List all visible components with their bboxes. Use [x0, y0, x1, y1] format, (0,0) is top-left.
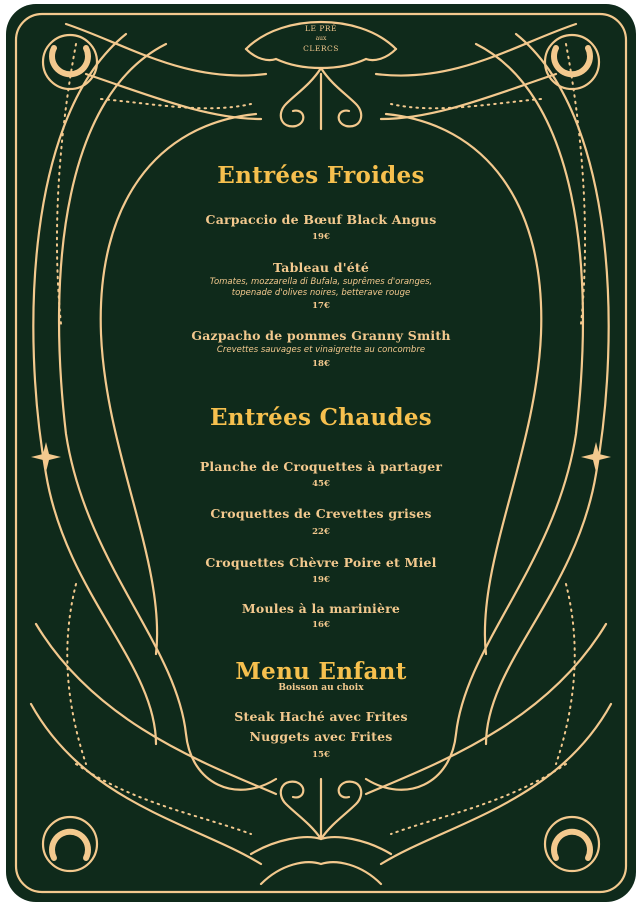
dish-price: 19€ — [312, 232, 330, 242]
dish-name: Moules à la marinière — [241, 601, 401, 616]
menu-content — [6, 4, 636, 902]
logo-line-3: CLERCS — [303, 44, 339, 53]
dish-name: Nuggets avec Frites — [249, 729, 393, 744]
dish-name: Steak Haché avec Frites — [234, 709, 408, 724]
dish-price: 15€ — [312, 750, 330, 760]
dish-price: 18€ — [312, 359, 330, 369]
section-title-entrees-froides: Entrées Froides — [217, 162, 425, 189]
dish-description: topenade d'olives noires, betterave rouge — [231, 288, 411, 298]
dish-name: Carpaccio de Bœuf Black Angus — [205, 212, 437, 227]
section-title-entrees-chaudes: Entrées Chaudes — [209, 404, 433, 431]
dish-price: 45€ — [312, 479, 330, 489]
dish-price: 22€ — [312, 527, 330, 537]
dish-price: 16€ — [312, 620, 330, 630]
menu-enfant-subtitle: Boisson au choix — [278, 683, 364, 693]
section-title-menu-enfant: Menu Enfant — [235, 658, 407, 685]
logo-line-1: LE PRÉ — [304, 24, 337, 33]
dish-name: Croquettes de Crevettes grises — [210, 506, 432, 521]
logo-line-2: aux — [315, 35, 327, 42]
dish-name: Planche de Croquettes à partager — [199, 459, 443, 474]
dish-description: Tomates, mozzarella di Bufala, suprêmes d'oranges, — [209, 277, 433, 287]
menu-card — [6, 4, 636, 902]
dish-name: Gazpacho de pommes Granny Smith — [191, 328, 451, 343]
dish-name: Tableau d'été — [272, 260, 370, 275]
dish-price: 19€ — [312, 575, 330, 585]
dish-price: 17€ — [312, 301, 330, 311]
dish-name: Croquettes Chèvre Poire et Miel — [205, 555, 437, 570]
dish-description: Crevettes sauvages et vinaigrette au concombre — [216, 345, 426, 355]
